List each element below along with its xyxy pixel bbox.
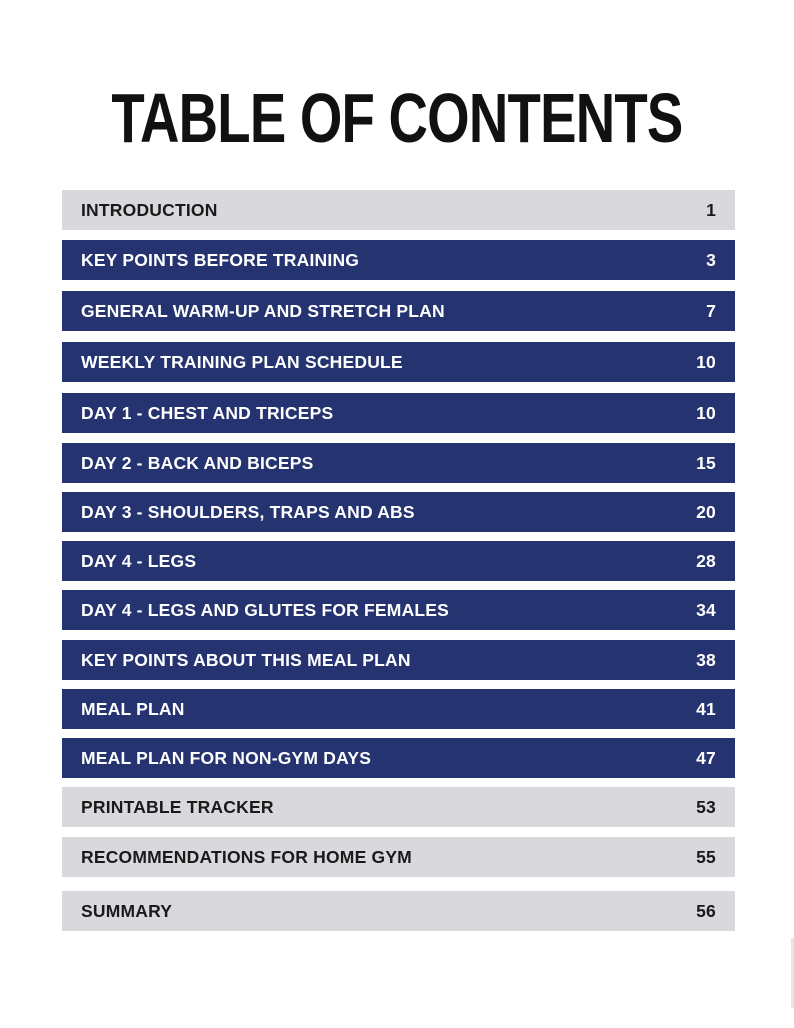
toc-entry[interactable]: [62, 837, 735, 877]
toc-entry[interactable]: [62, 443, 735, 483]
toc-entry-page-number: 10: [696, 402, 716, 423]
toc-entry-label: MEAL PLAN: [81, 698, 185, 719]
toc-entry-label: DAY 4 - LEGS AND GLUTES FOR FEMALES: [81, 599, 450, 620]
toc-entry-page-number: 55: [696, 846, 716, 867]
toc-entry[interactable]: [62, 541, 735, 581]
toc-entry[interactable]: [62, 787, 735, 827]
toc-entry-label: PRINTABLE TRACKER: [81, 796, 274, 817]
toc-entry-page-number: 10: [696, 351, 716, 372]
toc-entry-label: KEY POINTS BEFORE TRAINING: [81, 249, 360, 270]
toc-entry[interactable]: [62, 492, 735, 532]
toc-entry-page-number: 38: [696, 649, 716, 670]
toc-entry-page-number: 28: [696, 550, 716, 571]
toc-entry-label: DAY 1 - CHEST AND TRICEPS: [81, 402, 334, 423]
toc-entry-page-number: 7: [706, 300, 716, 321]
toc-entry-label: SUMMARY: [81, 900, 173, 921]
toc-entry-page-number: 15: [696, 452, 716, 473]
toc-entry-label: RECOMMENDATIONS FOR HOME GYM: [81, 846, 412, 867]
toc-entry[interactable]: [62, 240, 735, 280]
toc-entry-label: KEY POINTS ABOUT THIS MEAL PLAN: [81, 649, 411, 670]
toc-entry[interactable]: [62, 291, 735, 331]
toc-entry[interactable]: [62, 393, 735, 433]
toc-entry[interactable]: [62, 342, 735, 382]
toc-entry-label: GENERAL WARM-UP AND STRETCH PLAN: [81, 300, 445, 321]
page-title: TABLE OF CONTENTS: [111, 79, 683, 157]
toc-entry-label: WEEKLY TRAINING PLAN SCHEDULE: [81, 351, 403, 372]
toc-entry-label: MEAL PLAN FOR NON-GYM DAYS: [81, 747, 372, 768]
toc-entry-page-number: 3: [706, 249, 716, 270]
toc-entry-page-number: 53: [696, 796, 716, 817]
toc-entry-label: DAY 4 - LEGS: [81, 550, 197, 571]
toc-entry-page-number: 41: [696, 698, 716, 719]
toc-entry-page-number: 20: [696, 501, 716, 522]
toc-entry-label: DAY 3 - SHOULDERS, TRAPS AND ABS: [81, 501, 415, 522]
toc-entry-page-number: 56: [696, 900, 716, 921]
toc-entry-page-number: 1: [706, 199, 716, 220]
toc-entry[interactable]: [62, 891, 735, 931]
toc-entry-label: INTRODUCTION: [81, 199, 218, 220]
toc-entry[interactable]: [62, 190, 735, 230]
toc-entry[interactable]: [62, 590, 735, 630]
toc-entry[interactable]: [62, 689, 735, 729]
toc-entry-page-number: 34: [696, 599, 716, 620]
toc-entry-page-number: 47: [696, 747, 716, 768]
toc-entry-label: DAY 2 - BACK AND BICEPS: [81, 452, 314, 473]
toc-entry[interactable]: [62, 738, 735, 778]
toc-entry[interactable]: [62, 640, 735, 680]
